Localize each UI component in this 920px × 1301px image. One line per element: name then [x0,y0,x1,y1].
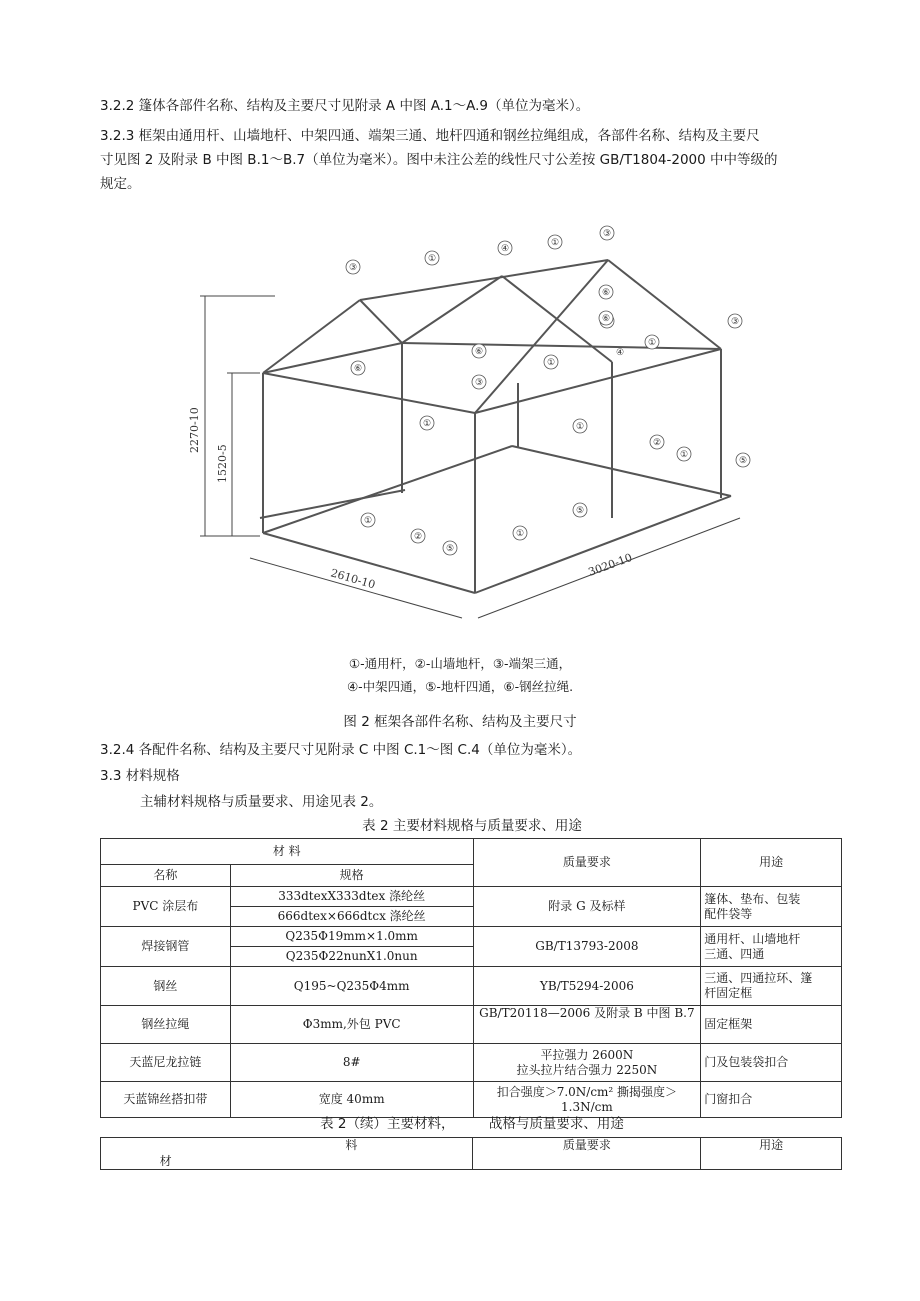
row-name: 天蓝锦丝搭扣带 [101,1082,231,1118]
para-3-2-4: 3.2.4 各配件名称、结构及主要尺寸见附录 C 中图 C.1～图 C.4（单位为毫米）。 [100,742,582,758]
dim-height-wall: 1520-5 [216,444,229,483]
row-name: 焊接钢管 [101,927,231,967]
row-use: 固定框架 [701,1006,842,1044]
row-name: 天蓝尼龙拉链 [101,1044,231,1082]
marker-5: ⑤ [445,544,455,554]
marker-5: ⑤ [738,456,748,466]
marker-3: ③ [730,317,740,327]
row-spec: 8# [230,1044,473,1082]
dim-width: 2610-10 [329,566,377,592]
table2c-title: 表 2（续）主要材料， 战格与质量要求、用途 [320,1116,624,1132]
marker-6: ⑥ [601,288,611,298]
table2-title: 表 2 主要材料规格与质量要求、用途 [362,818,582,834]
marker-3: ③ [602,229,612,239]
row-quality: GB/T20118—2006 及附录 B 中图 B.7 [473,1006,701,1044]
marker-6: ⑥ [601,314,611,324]
header-material-b: 料 [230,1138,473,1170]
row-quality: 平拉强力 2600N 拉头拉片结合强力 2250N [473,1044,701,1082]
marker-2: ② [413,532,423,542]
marker-6: ⑥ [474,347,484,357]
marker-4: ④ [500,244,510,254]
marker-6: ⑥ [353,364,363,374]
marker-1: ① [575,422,585,432]
para-3-2-3-line2: 寸见图 2 及附录 B 中图 B.1～B.7（单位为毫米）。图中未注公差的线性尺寸公差按 GB/T1804-2000 中中等级的 [100,152,778,168]
figure-legend-line1: ①-通用杆，②-山墙地杆，③-端架三通， [348,656,572,671]
header-name: 名称 [101,865,231,887]
heading-3-3: 3.3 材料规格 [100,768,180,784]
marker-1: ① [679,450,689,460]
dim-height-total: 2270-10 [188,407,201,453]
marker-1: ① [515,529,525,539]
marker-1: ① [546,358,556,368]
header-use: 用途 [701,1138,842,1170]
marker-4: ④ [615,348,625,358]
para-3-2-3-line3: 规定。 [100,176,141,192]
row-spec: Φ3mm,外包 PVC [230,1006,473,1044]
row-use: 篷体、垫布、包装 配件袋等 [701,887,842,927]
marker-2: ② [652,438,662,448]
dim-length: 3020-10 [586,550,634,579]
marker-3: ③ [348,263,358,273]
row-spec: Q195~Q235Φ4mm [230,967,473,1006]
frame-diagram [180,218,760,638]
row-spec: 宽度 40mm [230,1082,473,1118]
marker-3: ③ [474,378,484,388]
marker-1: ① [550,238,560,248]
para-3-3: 主辅材料规格与质量要求、用途见表 2。 [140,794,383,810]
marker-1: ① [422,419,432,429]
row-use: 门窗扣合 [701,1082,842,1118]
row-quality: GB/T13793-2008 [473,927,701,967]
header-spec: 规格 [230,865,473,887]
row-quality: YB/T5294-2006 [473,967,701,1006]
row-spec: 666dtex×666dtcx 涤纶丝 [230,907,473,927]
row-use: 门及包装袋扣合 [701,1044,842,1082]
header-quality: 质量要求 [473,1138,701,1170]
row-spec: 333dtexX333dtex 涤纶丝 [230,887,473,907]
para-3-2-3-line1: 3.2.3 框架由通用杆、山墙地杆、中架四通、端架三通、地杆四通和钢丝拉绳组成，各部件名称、结构及主要尺 [100,128,760,144]
row-name: PVC 涂层布 [101,887,231,927]
figure-legend-line2: ④-中架四通，⑤-地杆四通，⑥-钢丝拉绳. [346,679,574,694]
row-spec: Q235Φ22nunX1.0nun [230,947,473,967]
table2-continued [100,1137,842,1170]
header-use: 用途 [701,839,842,887]
row-name: 钢丝 [101,967,231,1006]
header-material-a: 材 [101,1138,231,1170]
para-3-2-2: 3.2.2 篷体各部件名称、结构及主要尺寸见附录 A 中图 A.1～A.9（单位为毫米）。 [100,98,590,114]
row-name: 钢丝拉绳 [101,1006,231,1044]
figure-caption: 图 2 框架各部件名称、结构及主要尺寸 [343,714,577,730]
marker-1: ① [427,254,437,264]
marker-1: ① [647,338,657,348]
row-quality: 附录 G 及标样 [473,887,701,927]
header-material: 材 料 [101,839,474,865]
table2 [100,838,842,1118]
row-spec: Q235Φ19mm×1.0mm [230,927,473,947]
row-use: 三通、四通拉环、篷 杆固定框 [701,967,842,1006]
marker-1: ① [363,516,373,526]
marker-5: ⑤ [575,506,585,516]
row-quality: 扣合强度＞7.0N/cm² 撕揭强度＞ 1.3N/cm [473,1082,701,1118]
row-use: 通用杆、山墙地杆 三通、四通 [701,927,842,967]
header-quality: 质量要求 [473,839,701,887]
